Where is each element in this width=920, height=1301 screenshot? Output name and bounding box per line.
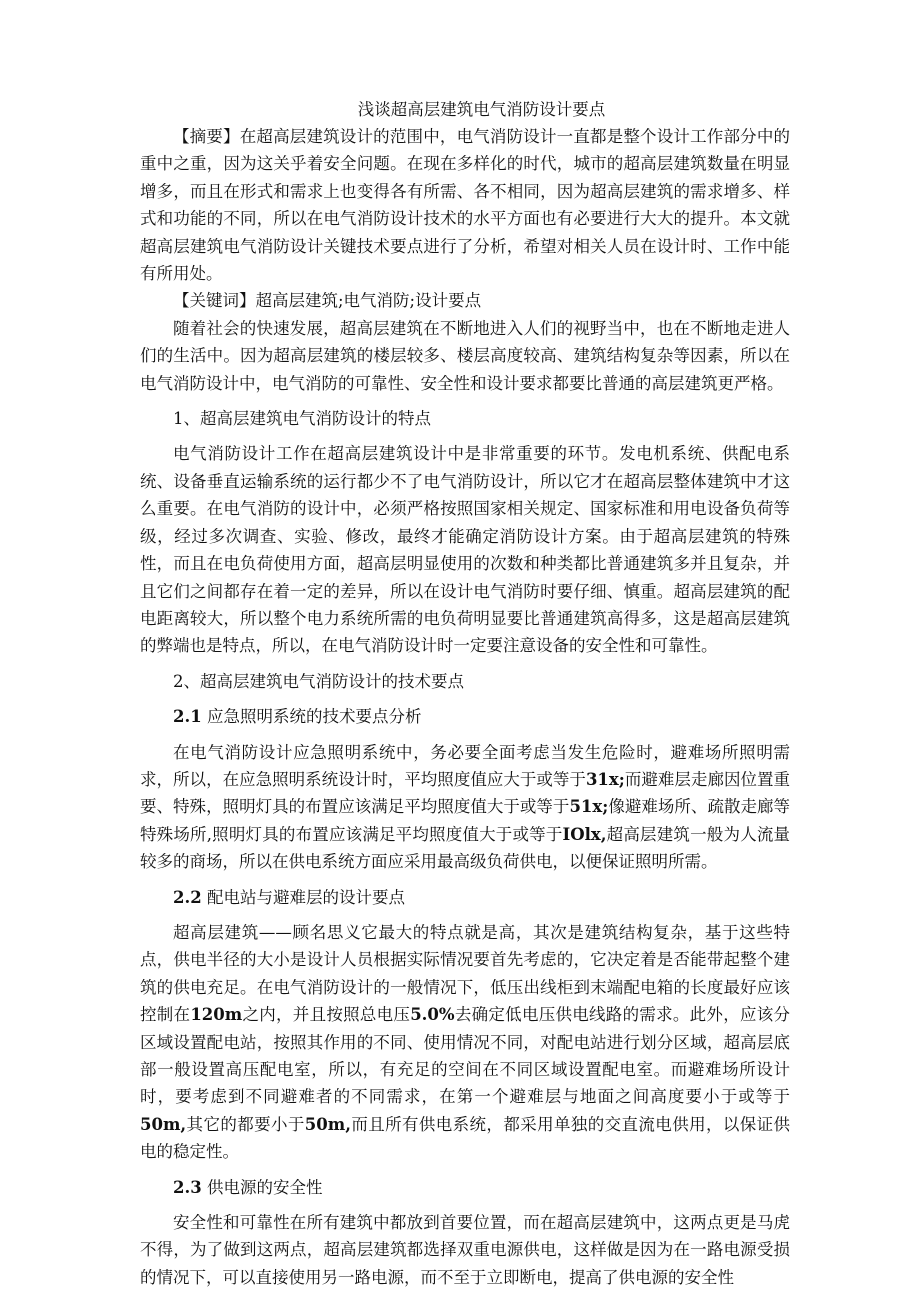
illuminance-value-2: 51x; xyxy=(569,797,609,817)
section-2-3-title: 供电源的安全性 xyxy=(201,1177,323,1197)
section-2-1-title: 应急照明系统的技术要点分析 xyxy=(201,707,422,727)
section-2-1-heading xyxy=(140,703,790,730)
section-2-heading: 2、超高层建筑电气消防设计的技术要点 xyxy=(173,671,464,691)
illuminance-value-1: 31x; xyxy=(585,769,625,789)
voltage-percent-value: 5.0% xyxy=(410,1005,455,1025)
section-2-2-heading xyxy=(140,884,790,911)
height-value-2: 50m, xyxy=(304,1114,351,1134)
section-2-3-paragraph: 安全性和可靠性在所有建筑中都放到首要位置，而在超高层建筑中，这两点更是马虎不得，为了做到这两点，超高层建筑都选择双重电源供电，这样做是因为在一路电源受损的情况下，可以直接使用另一路电源，而不至于立即断电，提高了供电源的安全性 xyxy=(140,1213,790,1287)
section-2-2-paragraph: 超高层建筑——顾名思义它最大的特点就是高，其次是建筑结构复杂，基于这些特点，供电半径的大小是设计人员根据实际情况要首先考虑的，它决定着是否能带起整个建筑的供电充足。在电气消防设计的一般情况下，低压出线柜到末端配电箱的长度最好应该控制在120m之内，并且按照总电压5.0%去确定低电压供电线路的需求。此外，应该分区域设置配电站，按照其作用的不同、使用情况不同，对配电站进行划分区域，超高层底部一般设置高压配电室，所以，有充足的空间在不同区域设置配电室。而避难场所设计时，要考虑到不同避难者的不同需求，在第一个避难层与地面之间高度要小于或等于50m,其它的都要小于50m,而且所有供电系统，都采用单独的交直流电供用，以保证供电的稳定性。 xyxy=(140,922,791,1162)
keywords-line: 【关键词】超高层建筑;电气消防;设计要点 xyxy=(173,291,482,311)
abstract-paragraph: 【摘要】在超高层建筑设计的范围中，电气消防设计一直都是整个设计工作部分中的重中之重，因为这关乎着安全问题。在现在多样化的时代，城市的超高层建筑数量在明显增多，而且在形式和需求上也变得各有所需、各不相同，因为超高层建筑的需求增多、样式和功能的不同，所以在电气消防设计技术的水平方面也有必要进行大大的提升。本文就超高层建筑电气消防设计关键技术要点进行了分析，希望对相关人员在设计时、工作中能有所用处。 xyxy=(140,127,790,284)
section-1-heading: 1、超高层建筑电气消防设计的特点 xyxy=(173,409,431,429)
document-title: 浅谈超高层建筑电气消防设计要点 xyxy=(357,100,606,119)
section-2-2-title: 配电站与避难层的设计要点 xyxy=(201,887,405,907)
height-value-1: 50m, xyxy=(140,1114,187,1134)
distance-value: 120m xyxy=(190,1005,243,1025)
intro-paragraph: 随着社会的快速发展，超高层建筑在不断地进入人们的视野当中，也在不断地走进人们的生活中。因为超高层建筑的楼层较多、楼层高度较高、建筑结构复杂等因素，所以在电气消防设计中，电气消防的可靠性、安全性和设计要求都要比普通的高层建筑更严格。 xyxy=(140,318,790,393)
illuminance-value-3: IOlx, xyxy=(562,824,607,844)
section-1-paragraph: 电气消防设计工作在超高层建筑设计中是非常重要的环节。发电机系统、供配电系统、设备垂直运输系统的运行都少不了电气消防设计，所以它才在超高层整体建筑中才这么重要。在电气消防的设计中，必须严格按照国家相关规定、国家标准和用电设备负荷等级，经过多次调查、实验、修改，最终才能确定消防设计方案。由于超高层建筑的特殊性，而且在电负荷使用方面，超高层明显使用的次数和种类都比普通建筑多并且复杂，并且它们之间都存在着一定的差异，所以在设计电气消防时要仔细、慎重。超高层建筑的配电距离较大，所以整个电力系统所需的电负荷明显要比普通建筑高得多，这是超高层建筑的弊端也是特点，所以，在电气消防设计时一定要注意设备的安全性和可靠性。 xyxy=(140,444,790,656)
section-2-3-number: 2.3 xyxy=(173,1177,202,1197)
section-2-1-number: 2.1 xyxy=(173,707,202,727)
document-page xyxy=(140,96,790,1291)
section-2-3-heading xyxy=(140,1174,790,1201)
section-2-1-paragraph: 在电气消防设计应急照明系统中，务必要全面考虑当发生危险时，避难场所照明需求，所以，在应急照明系统设计时，平均照度值应大于或等于31x;而避难层走廊因位置重要、特殊，照明灯具的布置应该满足平均照度值大于或等于51x;像避难场所、疏散走廊等特殊场所,照明灯具的布置应该满足平均照度值大于或等于IOlx,超高层建筑一般为人流量较多的商场，所以在供电系统方面应采用最高级负荷供电，以便保证照明所需。 xyxy=(140,742,791,872)
section-2-2-number: 2.2 xyxy=(173,887,202,907)
